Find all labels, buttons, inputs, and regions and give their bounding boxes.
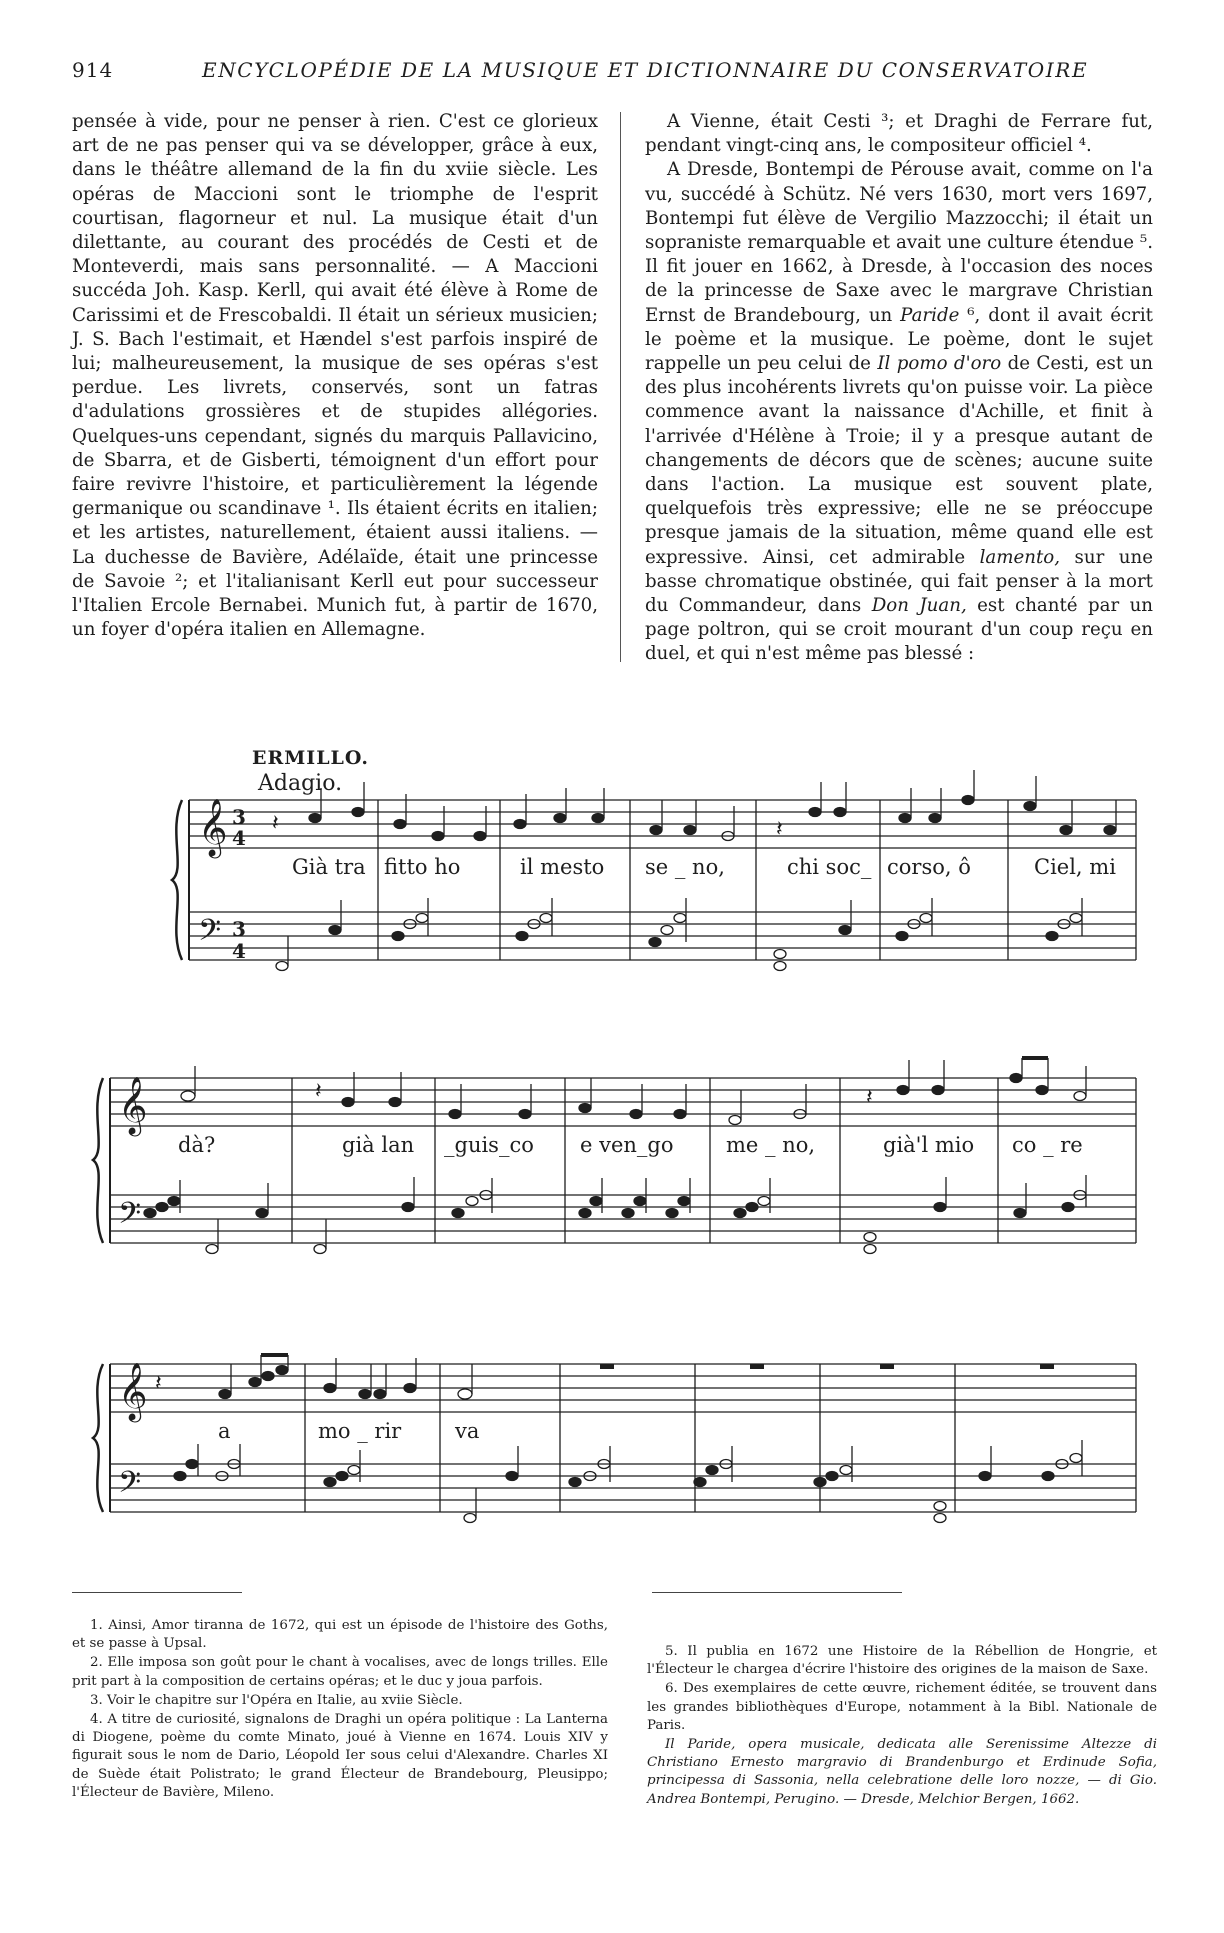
lyric-3-2: mo _ rir [318,1419,402,1443]
lyric-3-1: a [218,1419,231,1443]
bass-staff-1 [189,912,1136,960]
footnotes-left [72,1617,608,1803]
svg-text:𝄽: 𝄽 [155,1371,162,1396]
p2-text-e: est chanté par un page poltron, qui se croit mourant d'un coup reçu en duel, et qui n'est même pas blessé : [645,595,1154,665]
footnote-4: 4. A titre de curiosité, signalons de Draghi un opéra politique : La Lanterna di Diogene, poème du comte Minato, joué à Vienne en 1674. Louis XIV y figurait sous le nom de Dario, Léopold Ier sous celui d'Alexandre. Charles XI de Suède était Polistrato; le grand Électeur de Brandebourg, Pleusippo; l'Électeur de Bavière, Mileno. [72,1712,608,1800]
lyric-2-7: co _ re [1012,1133,1083,1157]
lyric-1-2: fitto ho [384,855,461,879]
p2-text-d: sur une basse chromatique obstinée, qui fait penser à la mort du Commandeur, dans [645,546,1153,617]
running-title: ENCYCLOPÉDIE DE LA MUSIQUE ET DICTIONNAIRE DU CONSERVATOIRE [202,58,1089,82]
character-name: ERMILLO. [252,747,369,769]
notes-system-3 [155,1355,1082,1523]
bass-staff-2 [110,1195,1136,1243]
lyric-2-1: dà? [178,1133,216,1157]
footnote-2: 2. Elle imposa son goût pour le chant à vocalises, avec de longs trilles. Elle prit part à la composition de certains opéras; et le duc y joua parfois. [72,1655,608,1689]
lyric-2-6: già'l mio [883,1133,975,1157]
treble-staff-2 [110,1078,1136,1126]
svg-text:𝄽: 𝄽 [866,1085,873,1110]
title-pomo-doro: Il pomo d'oro [877,353,1002,375]
title-paride: Paride [900,304,960,326]
bass-clef-icon-3: 𝄢 [118,1466,142,1507]
p2-text-a: A Dresde, Bontempi de Pérouse avait, comme on l'a vu, succédé à Schütz. Né vers 1630, mort vers 1697, Bontempi fut élève de Vergilio Mazzocchi; il était un sopraniste remarquable et avait une culture étendue ⁵. Il fit jouer en 1662, à Dresde, à l'occasion des noces de la princesse de Saxe avec le margrave Christian Ernst de Brandebourg, un [645,159,1153,326]
time-sig-treble-lower: 4 [232,826,246,850]
treble-clef-icon-2: 𝄞 [118,1076,148,1134]
time-sig-bass-lower: 4 [232,939,246,963]
footnote-5: 5. Il publia en 1672 une Histoire de la Rébellion de Hongrie, et l'Électeur le chargea d'écrire l'histoire des origines de la maison de Saxe. [647,1644,1157,1678]
lyric-2-2: già lan [342,1133,415,1157]
footnote-rule-left [72,1592,242,1593]
lyric-1-6: corso, ô [887,855,971,879]
footnote-6-citation: Il Paride, opera musicale, dedicata alle Serenissime Altezze di Christiano Ernesto margravio di Brandenburgo et Erdinude Sofia, principessa di Sassonia, nella celebratione delle loro nozze, — di Gio. Andrea Bontempi, Perugino. — Dresde, Melchior Bergen, 1662. [647,1737,1157,1807]
p2-text-c: de Cesti, est un des plus incohérents livrets qu'on puisse voir. La pièce commence avant la naissance d'Achille, et finit à l'arrivée d'Hélène à Troie; il y a presque autant de changements de décors que de scènes; aucune suite dans l'action. La musique est souvent plate, quelquefois très expressive; elle ne se préoccupe presque jamais de la situation, même quand elle est expressive. Ainsi, cet admirable [645,353,1153,568]
lyric-1-4: se _ no, [645,855,725,879]
footnote-3: 3. Voir le chapitre sur l'Opéra en Italie, au xviie Siècle. [90,1692,463,1708]
bass-clef-icon-2: 𝄢 [118,1197,142,1238]
lyric-1-7: Ciel, mi [1034,855,1116,879]
tempo-marking: Adagio. [258,771,343,796]
treble-staff-3 [110,1364,1136,1412]
system-2 [93,1078,1136,1243]
page-number: 914 [72,58,114,82]
lyric-2-5: me _ no, [726,1133,816,1157]
time-sig-bass: 3 [232,917,246,941]
treble-clef-icon: 𝄞 [198,798,228,856]
footnote-6: 6. Des exemplaires de cette œuvre, richement éditée, se trouvent dans les grandes bibliothèques d'Europe, notamment à la Bibl. Nationale de Paris. [647,1681,1157,1733]
lyric-1-1: Già tra [292,855,366,879]
barlines-2 [292,1078,1136,1243]
lyric-1-5: chi soc_ [787,855,872,879]
footnote-1: 1. Ainsi, Amor tiranna de 1672, qui est un épisode de l'histoire des Goths, et se passe à Upsal. [72,1618,608,1652]
lyric-3-3: va [455,1419,480,1443]
system-1 [172,800,1136,960]
title-don-juan: Don Juan, [871,595,967,617]
footnotes-right [647,1643,1157,1810]
bass-clef-icon: 𝄢 [198,914,222,955]
lyric-1-3: il mesto [520,855,605,879]
p2-text-b: ⁶, dont il avait écrit le poème et la musique. Le poème, dont le sujet rappelle un peu celui de [645,304,1153,375]
svg-text:𝄽: 𝄽 [315,1079,322,1104]
treble-clef-icon-3: 𝄞 [118,1362,148,1420]
left-paragraph: pensée à vide, pour ne penser à rien. C'est ce glorieux art de ne pas penser qui va se développer, grâce à eux, dans le théâtre allemand de la fin du xviie siècle. Les opéras de Maccioni sont le triomphe de l'esprit courtisan, flagorneur et nul. La musique était d'un dilettante, au courant des procédés de Cesti et de Monteverdi, mais sans personnalité. — A Maccioni succéda Joh. Kasp. Kerll, qui avait été élève à Rome de Carissimi et de Frescobaldi. Il était un sérieux musicien; J. S. Bach l'estimait, et Hændel s'est parfois inspiré de lui; malheureusement, la musique de ses opéras s'est perdue. Les livrets, conservés, sont un fatras d'adulations grossières et de stupides allégories. Quelques-uns cependant, signés du marquis Pallavicino, de Sbarra, et de Gisberti, témoignent d'un effort pour faire revivre l'histoire, et particulièrement la légende germanique ou scandinave ¹. Ils étaient écrits en italien; et les artistes, naturellement, étaient aussi italiens. — La duchesse de Bavière, Adélaïde, était une princesse de Savoie ²; et l'italianisant Kerll eut pour successeur l'Italien Ercole Bernabei. Munich fut, à partir de 1670, un foyer d'opéra italien en Allemagne. [72,111,598,641]
term-lamento: lamento, [979,546,1061,568]
bass-staff-3 [110,1464,1136,1512]
lyric-2-4: e ven_go [580,1133,674,1157]
barlines-3 [305,1364,1136,1512]
svg-text:𝄽: 𝄽 [776,817,783,842]
svg-text:𝄽: 𝄽 [272,811,279,836]
system-3 [93,1364,1136,1512]
right-paragraph-1: A Vienne, était Cesti ³; et Draghi de Ferrare fut, pendant vingt-cinq ans, le compositeur officiel ⁴. [645,111,1153,157]
lyric-2-3: _guis_co [444,1133,534,1157]
time-sig-treble: 3 [232,805,246,829]
footnote-rule-right [652,1592,902,1593]
